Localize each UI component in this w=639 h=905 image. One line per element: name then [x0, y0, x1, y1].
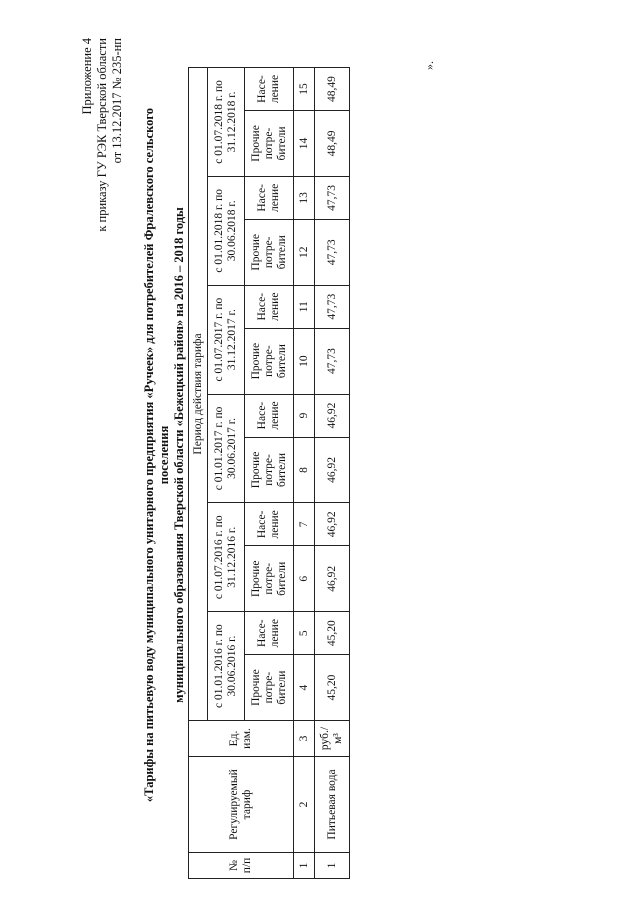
- tariff-value: 45,20: [315, 612, 350, 655]
- category-population: Насе-ление: [245, 394, 294, 437]
- tariff-value: 47,73: [315, 285, 350, 328]
- row-unit: руб./м³: [315, 721, 350, 757]
- tariff-value: 48,49: [315, 111, 350, 177]
- appendix-line-3: от 13.12.2017 № 235-нп: [110, 38, 124, 164]
- tariff-value: 45,20: [315, 655, 350, 721]
- tariff-value: 46,92: [315, 394, 350, 437]
- row-number: 1: [315, 853, 350, 879]
- column-number: 10: [294, 328, 315, 394]
- category-population: Насе-ление: [245, 285, 294, 328]
- column-number: 11: [294, 285, 315, 328]
- tariff-value: 46,92: [315, 546, 350, 612]
- column-number: 14: [294, 111, 315, 177]
- column-number: 6: [294, 546, 315, 612]
- period-cell: с 01.01.2017 г. по 30.06.2017 г.: [208, 394, 245, 503]
- column-number: 3: [294, 721, 315, 757]
- category-other: Прочие потре-бители: [245, 546, 294, 612]
- title-line-1: «Тарифы на питьевую воду муниципального унитарного предприятия «Ручеек» для потребителей Фралевского сельского поселения: [142, 107, 171, 803]
- tariff-value: 46,92: [315, 503, 350, 546]
- appendix-header: [80, 38, 125, 298]
- column-number: 5: [294, 612, 315, 655]
- tariff-value: 48,49: [315, 68, 350, 111]
- document-title: [142, 105, 187, 805]
- category-other: Прочие потре-бители: [245, 111, 294, 177]
- header-period: Период действия тарифа: [189, 68, 208, 721]
- category-population: Насе-ление: [245, 68, 294, 111]
- column-number: 12: [294, 219, 315, 285]
- tariff-value: 47,73: [315, 219, 350, 285]
- closing-quote: ».: [422, 61, 436, 70]
- column-number: 13: [294, 176, 315, 219]
- column-number: 4: [294, 655, 315, 721]
- row-tariff: Питьевая вода: [315, 757, 350, 853]
- category-other: Прочие потре-бители: [245, 655, 294, 721]
- period-cell: с 01.07.2017 г. по 31.12.2017 г.: [208, 285, 245, 394]
- period-cell: с 01.07.2018 г. по 31.12.2018 г.: [208, 68, 245, 177]
- category-population: Насе-ление: [245, 176, 294, 219]
- period-cell: с 01.01.2016 г. по 30.06.2016 г.: [208, 612, 245, 721]
- header-unit: Ед. изм.: [189, 721, 294, 757]
- column-number: 9: [294, 394, 315, 437]
- category-population: Насе-ление: [245, 612, 294, 655]
- column-number: 1: [294, 853, 315, 879]
- tariff-table: [188, 67, 350, 879]
- column-number: 2: [294, 757, 315, 853]
- period-cell: с 01.07.2016 г. по 31.12.2016 г.: [208, 503, 245, 612]
- column-number: 15: [294, 68, 315, 111]
- appendix-line-1: Приложение 4: [80, 38, 94, 115]
- category-other: Прочие потре-бители: [245, 219, 294, 285]
- column-number: 7: [294, 503, 315, 546]
- period-cell: с 01.01.2018 г. по 30.06.2018 г.: [208, 176, 245, 285]
- header-row-number: № п/п: [189, 853, 294, 879]
- category-population: Насе-ление: [245, 503, 294, 546]
- header-tariff: Регулируемый тариф: [189, 757, 294, 853]
- tariff-value: 47,73: [315, 328, 350, 394]
- table-row: [315, 68, 350, 879]
- category-other: Прочие потре-бители: [245, 437, 294, 503]
- category-other: Прочие потре-бители: [245, 328, 294, 394]
- title-line-2: муниципального образования Тверской области «Бежецкий район» на 2016 – 2018 годы: [172, 207, 186, 703]
- column-number: 8: [294, 437, 315, 503]
- appendix-line-2: к приказу ГУ РЭК Тверской области: [95, 38, 109, 232]
- tariff-value: 47,73: [315, 176, 350, 219]
- tariff-value: 46,92: [315, 437, 350, 503]
